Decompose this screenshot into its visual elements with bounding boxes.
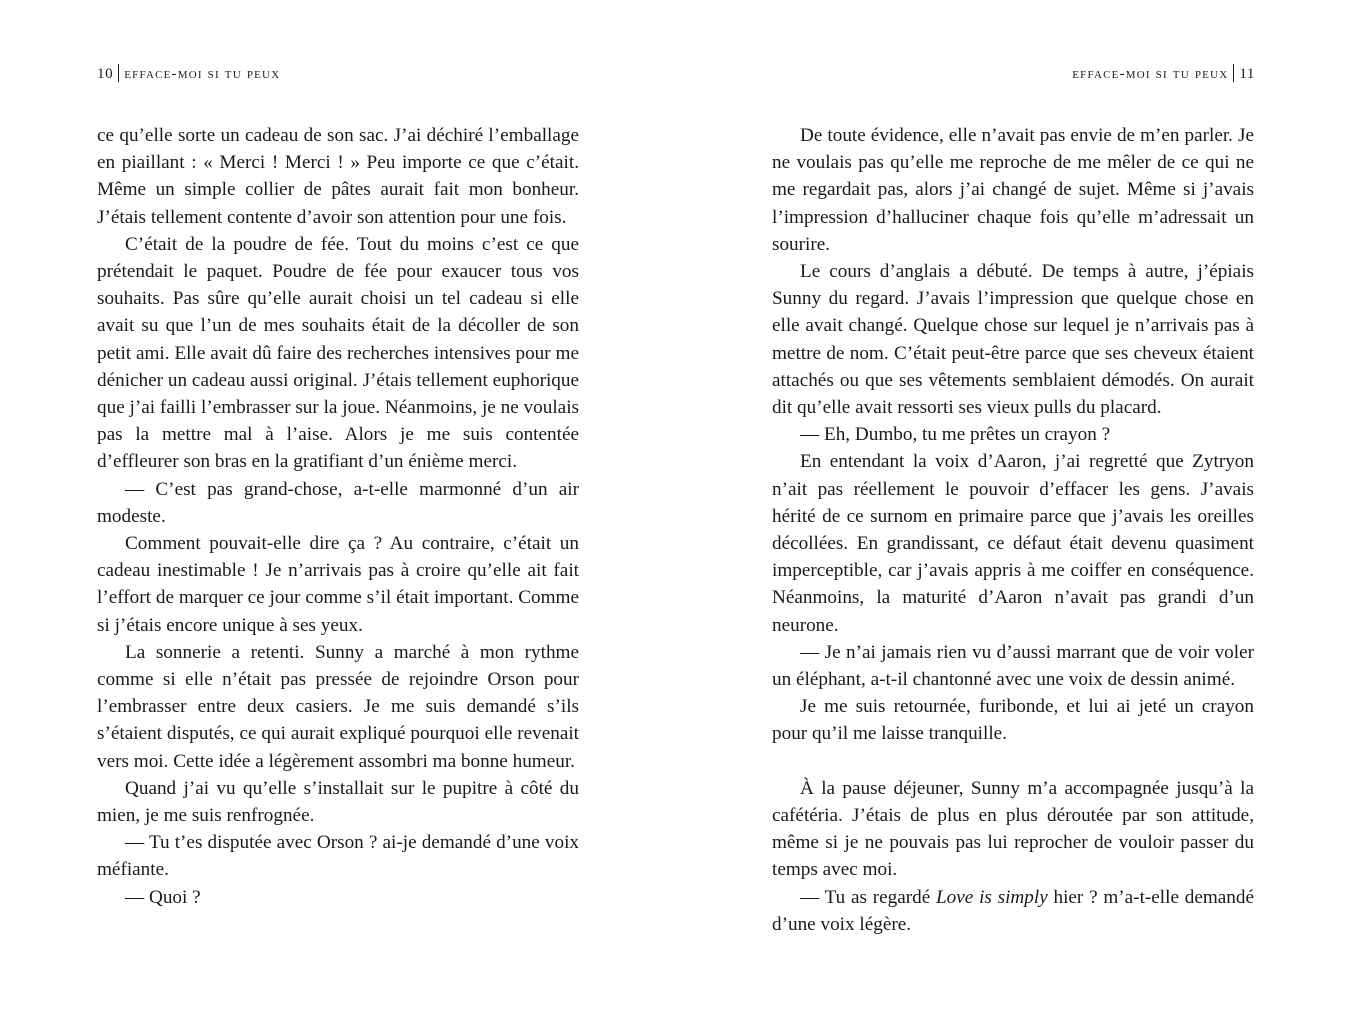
- paragraph: Le cours d’anglais a débuté. De temps à autre, j’épiais Sunny du regard. J’avais l’impression que quelque chose en elle avait changé. Quelque chose sur lequel je n’arrivais pas à mettre de nom. C’était peut-être parce que ses cheveux étaient attachés ou que ses vêtements semblaient démodés. On aurait dit qu’elle avait ressorti ses vieux pulls du placard.: [772, 261, 1254, 419]
- paragraph: ce qu’elle sorte un cadeau de son sac. J’ai déchiré l’emballage en piaillant : « Merci ! Merci ! » Peu importe ce que c’était. Même un simple collier de pâtes aurait fait mon bonheur. J’étais tellement contente d’avoir son attention pour une fois.: [97, 125, 579, 228]
- paragraph: À la pause déjeuner, Sunny m’a accompagnée jusqu’à la cafétéria. J’étais de plus en plus déroutée par son attitude, même si je ne pouvais pas lui reprocher de vouloir passer du temps avec moi.: [772, 777, 1254, 881]
- right-running-head: [1072, 64, 1255, 85]
- paragraph: En entendant la voix d’Aaron, j’ai regretté que Zytryon n’ait pas réellement le pouvoir d’effacer les gens. J’avais hérité de ce surnom en primaire parce que j’avais les oreilles décollées. En grandissant, ce défaut était devenu quasiment imperceptible, car j’avais appris à me coiffer en conséquence. Néanmoins, la maturité d’Aaron n’avait pas grandi d’un neurone.: [772, 451, 1254, 636]
- dialogue-line: — C’est pas grand-chose, a-t-elle marmonné d’un air modeste.: [97, 478, 579, 527]
- page-number: 10: [97, 66, 114, 82]
- paragraph: Je me suis retournée, furibonde, et lui ai jeté un crayon pour qu’il me laisse tranquille.: [772, 696, 1254, 745]
- paragraph: De toute évidence, elle n’avait pas envie de m’en parler. Je ne voulais pas qu’elle me reproche de me mêler de ce qui ne me regardait pas, alors j’ai changé de sujet. Même si j’avais l’impression d’halluciner chaque fois qu’elle m’adressait un sourire.: [772, 125, 1254, 255]
- right-body-text: [772, 122, 1254, 938]
- right-page: [675, 0, 1350, 1012]
- paragraph: La sonnerie a retenti. Sunny a marché à mon rythme comme si elle n’était pas pressée de rejoindre Orson pour l’embrasser entre deux casiers. Je me suis demandé s’ils s’étaient disputés, ce qui aurait expliqué pourquoi elle revenait vers moi. Cette idée a légèrement assombri ma bonne humeur.: [97, 641, 579, 772]
- dialogue-line: — Eh, Dumbo, tu me prêtes un crayon ?: [800, 424, 1111, 446]
- dialogue-line: — Quoi ?: [125, 886, 201, 908]
- show-title: Love is simply: [936, 886, 1048, 908]
- left-body-text: [97, 122, 579, 911]
- dialogue-line: — Je n’ai jamais rien vu d’aussi marrant que de voir voler un éléphant, a-t-il chantonné avec une voix de dessin animé.: [772, 641, 1254, 691]
- running-title: efface-moi si tu peux: [124, 66, 281, 82]
- left-running-head: [97, 64, 280, 85]
- dialogue-text: — Tu as regardé: [800, 886, 937, 908]
- paragraph: Quand j’ai vu qu’elle s’installait sur le pupitre à côté du mien, je me suis renfrognée.: [97, 777, 579, 827]
- running-title: efface-moi si tu peux: [1072, 66, 1229, 82]
- paragraph: Comment pouvait-elle dire ça ? Au contraire, c’était un cadeau inestimable ! Je n’arrivais pas à croire qu’elle ait fait l’effort de marquer ce jour comme s’il était important. Comme si j’étais encore unique à ses yeux.: [97, 533, 579, 636]
- dialogue-line: — Tu t’es disputée avec Orson ? ai-je demandé d’une voix méfiante.: [97, 832, 579, 881]
- header-divider: [1233, 64, 1234, 82]
- header-divider: [118, 64, 119, 82]
- dialogue-text: hier ? m’a-t-elle demandé d’une voix légère.: [772, 886, 1254, 935]
- page-number: 11: [1239, 66, 1255, 82]
- dialogue-line: [772, 884, 1254, 938]
- paragraph: C’était de la poudre de fée. Tout du moins c’est ce que prétendait le paquet. Poudre de fée pour exaucer tous vos souhaits. Pas sûre qu’elle aurait choisi un tel cadeau si elle avait su que l’un de mes souhaits était de la décoller de son petit ami. Elle avait dû faire des recherches intensives pour me dénicher un cadeau aussi original. J’étais tellement euphorique que j’ai failli l’embrasser sur la joue. Néanmoins, je ne voulais pas la mettre mal à l’aise. Alors je me suis contentée d’effleurer son bras en la gratifiant d’un énième merci.: [97, 233, 579, 473]
- section-break: [772, 748, 1254, 775]
